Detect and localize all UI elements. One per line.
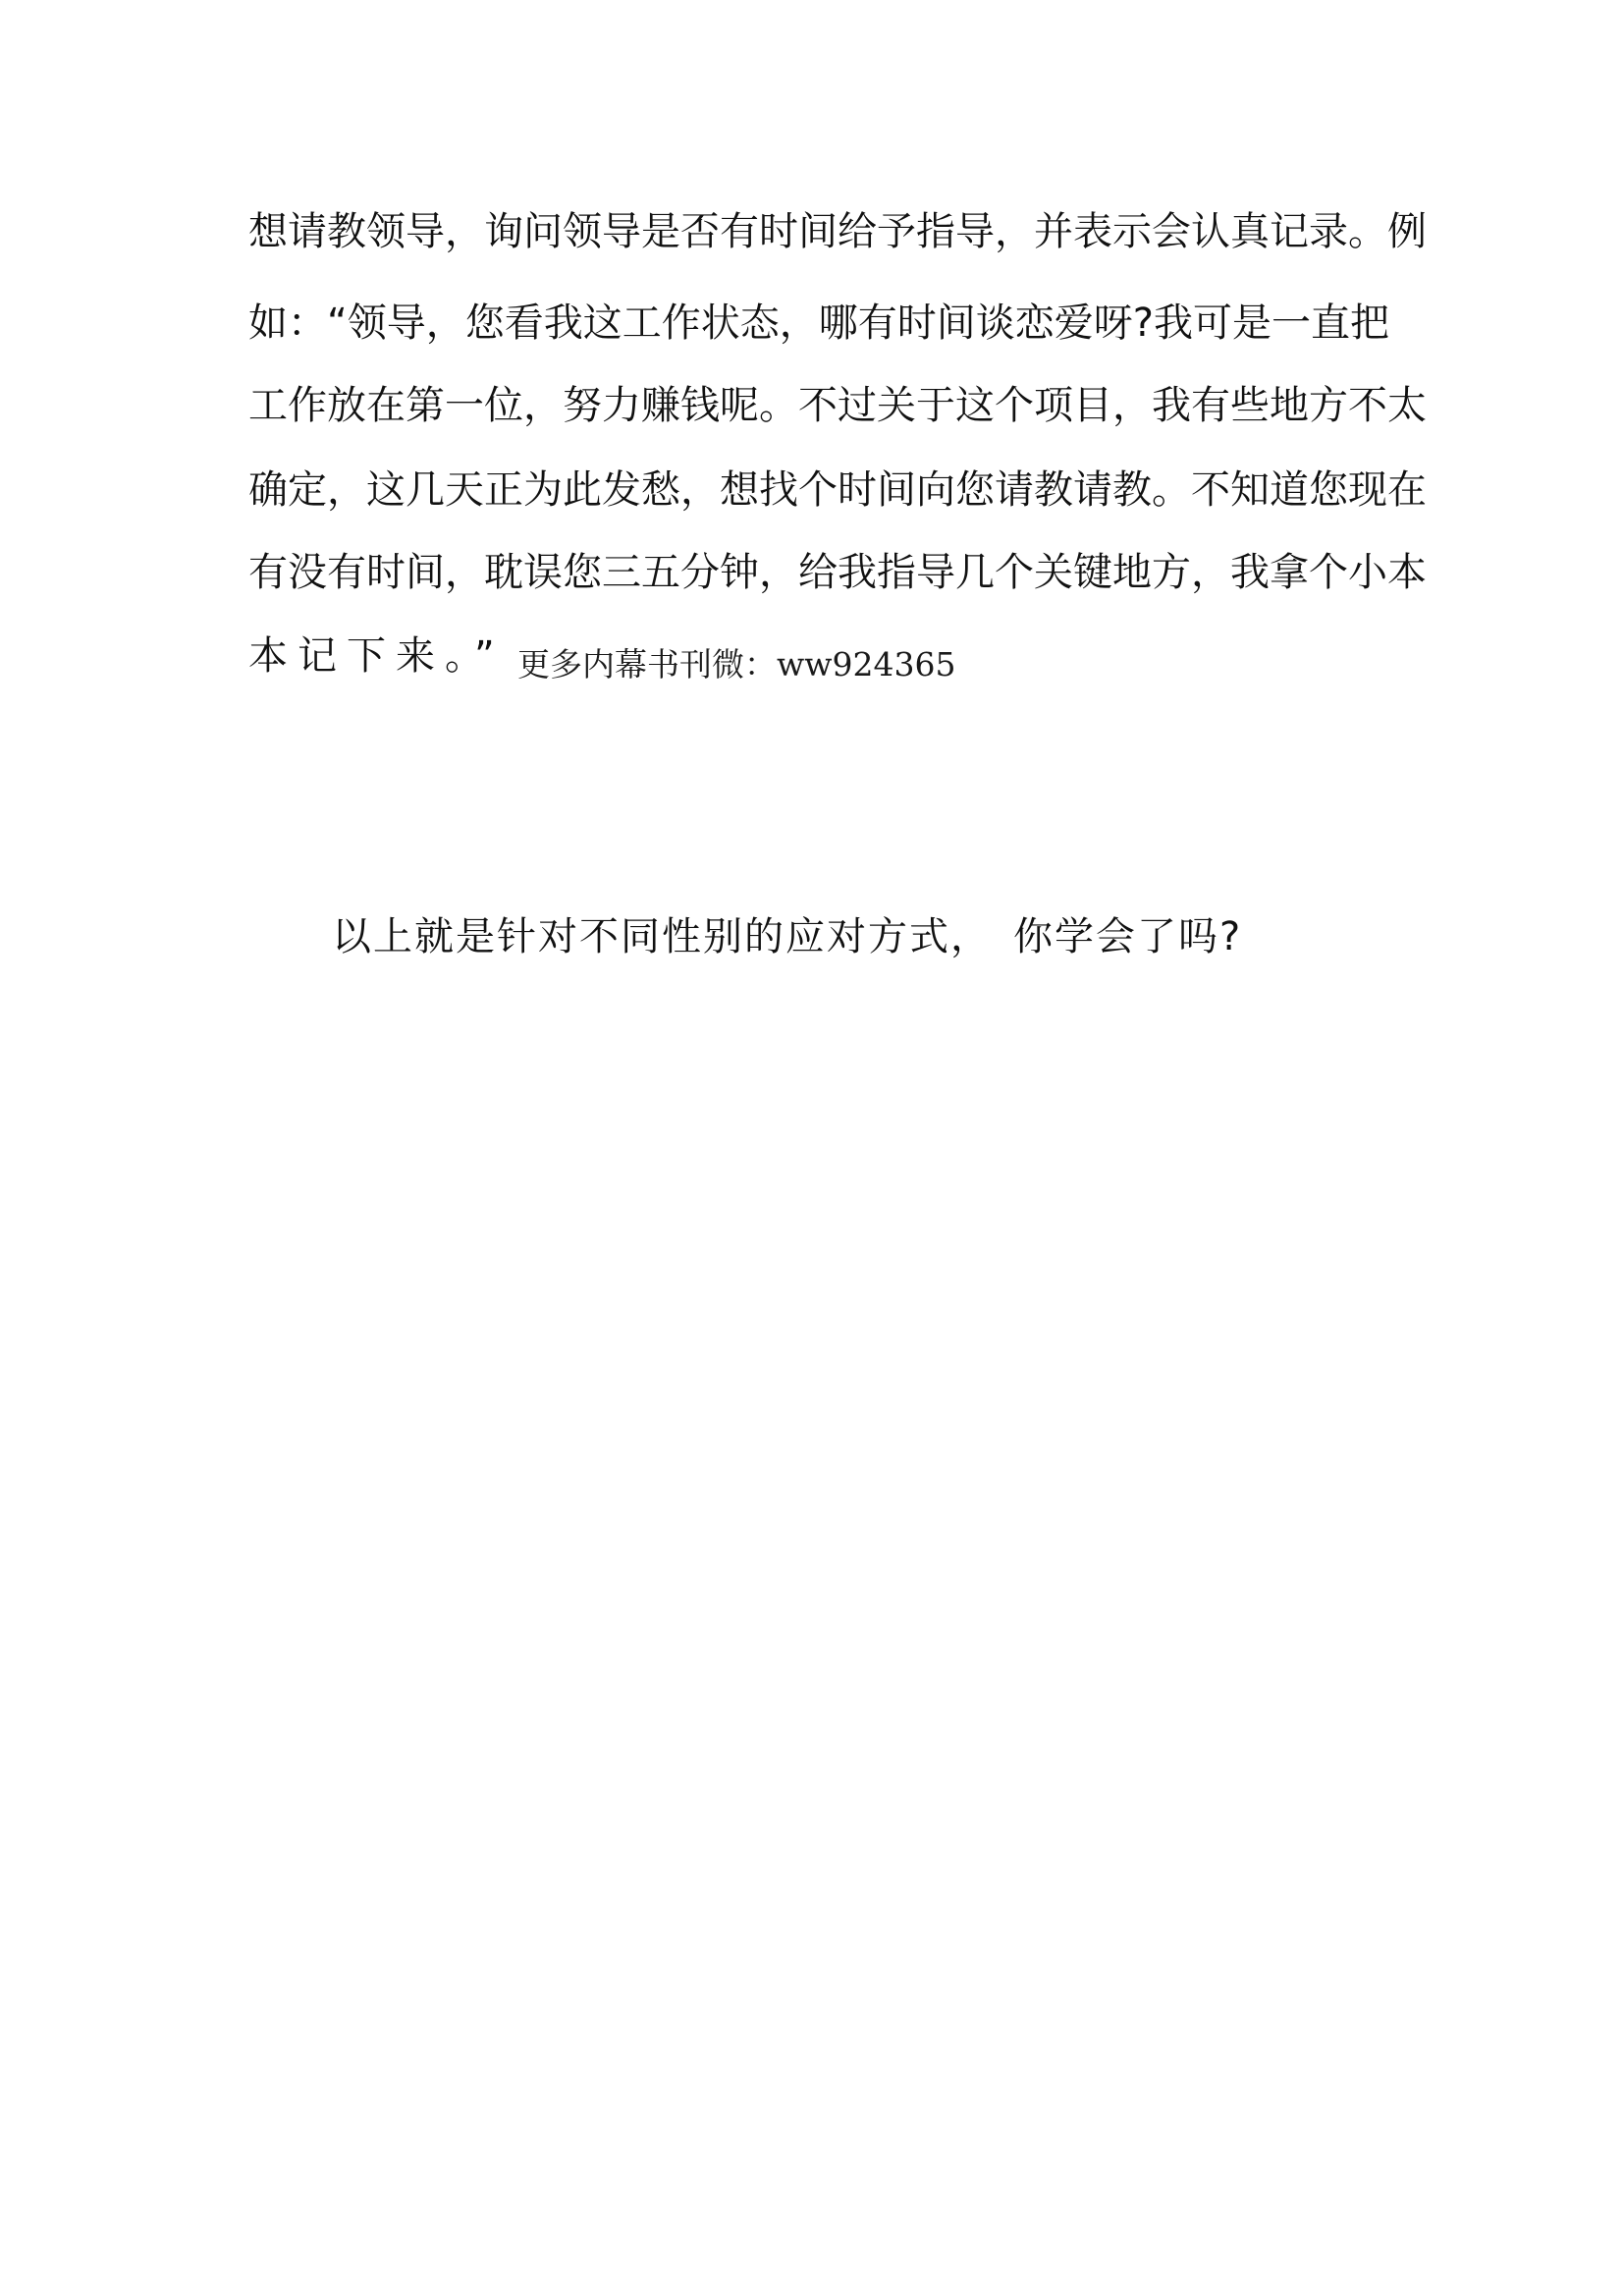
paragraph-line: 确定，这几天正为此发愁，想找个时间向您请教请教。不知道您现在 bbox=[248, 467, 1427, 513]
paragraph-line: 工作放在第一位，努力赚钱呢。不过关于这个项目，我有些地方不太 bbox=[248, 383, 1427, 428]
paragraph-line: 有没有时间，耽误您三五分钟，给我指导几个关键地方，我拿个小本 bbox=[248, 550, 1427, 595]
closing-sentence: 以上就是针对不同性别的应对方式， 你学会了吗? bbox=[332, 914, 1243, 959]
paragraph-line: 想请教领导，询问领导是否有时间给予指导，并表示会认真记录。例 bbox=[248, 209, 1427, 254]
promo-note: 更多内幕书刊微：ww924365 bbox=[517, 645, 956, 683]
paragraph-line: 本记下来。” bbox=[248, 633, 505, 679]
paragraph-line: 如：“领导，您看我这工作状态，哪有时间谈恋爱呀?我可是一直把 bbox=[248, 301, 1389, 346]
